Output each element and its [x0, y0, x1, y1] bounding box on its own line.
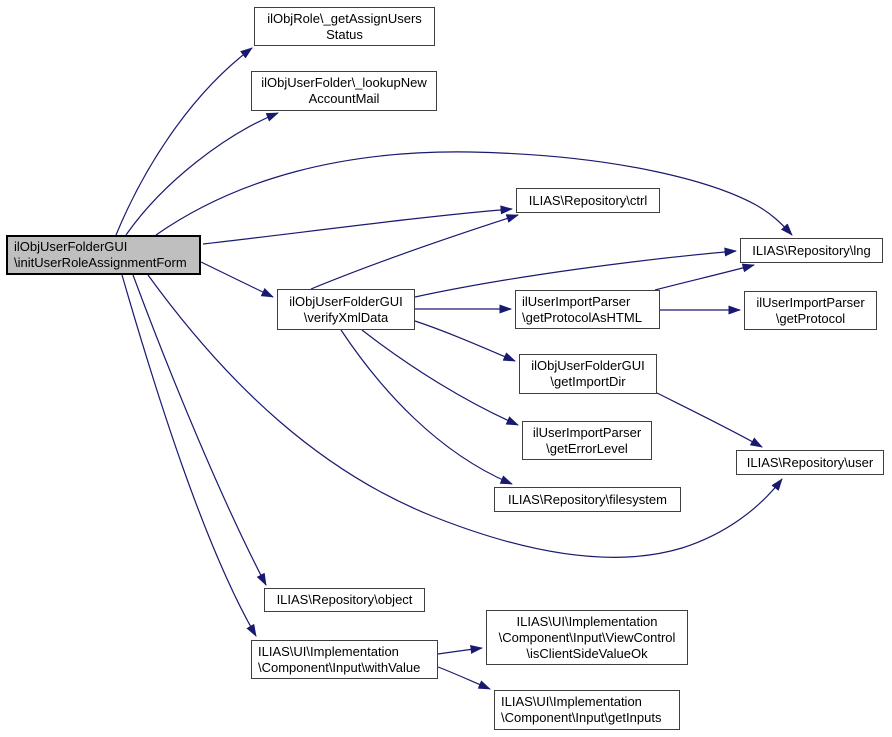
node-input-get-inputs[interactable] [494, 690, 680, 730]
node-get-error-level[interactable] [522, 421, 652, 460]
node-label-line: ILIAS\UI\Implementation [258, 643, 399, 659]
node-label-line: \initUserRoleAssignmentForm [14, 255, 187, 270]
node-verify-xml-data[interactable] [277, 289, 415, 330]
node-label-line: ILIAS\Repository\lng [752, 242, 871, 258]
node-input-with-value[interactable] [251, 640, 438, 679]
node-repository-filesystem[interactable] [494, 487, 681, 512]
node-label-line: \Component\Input\ViewControl [498, 629, 676, 645]
node-label-line: ILIAS\Repository\filesystem [508, 491, 667, 507]
node-label-line: ilUserImportParser [532, 424, 642, 440]
node-repository-object[interactable] [264, 588, 425, 612]
node-label-line: ILIAS\Repository\ctrl [528, 192, 648, 208]
node-label-line: \getErrorLevel [546, 440, 628, 456]
node-label-line: ILIAS\Repository\user [746, 454, 874, 470]
node-label-line: \getProtocolAsHTML [522, 309, 642, 325]
node-label-line: \verifyXmlData [303, 309, 389, 325]
node-label-line: \Component\Input\getInputs [501, 710, 662, 725]
node-label-line: \isClientSideValueOk [526, 645, 648, 661]
node-lookup-new-account-mail[interactable] [251, 71, 437, 111]
node-label-line: ilUserImportParser [756, 294, 865, 310]
node-repository-ctrl[interactable] [516, 188, 660, 213]
node-label-line: AccountMail [308, 91, 380, 106]
node-get-protocol[interactable] [744, 291, 877, 330]
node-label-line: ILIAS\Repository\object [276, 592, 413, 607]
node-is-client-side-value-ok[interactable] [486, 610, 688, 665]
node-label-line: ilObjUserFolderGUI [531, 358, 645, 373]
node-label-line: ILIAS\UI\Implementation [516, 613, 658, 629]
node-label-line: ilUserImportParser [522, 293, 631, 309]
node-label-line: ilObjRole\_getAssignUsers [267, 10, 422, 26]
node-label-line: \getProtocol [775, 310, 846, 326]
node-label-line: \Component\Input\withValue [258, 659, 421, 675]
node-get-protocol-as-html[interactable] [515, 290, 660, 329]
node-label-line: ilObjUserFolderGUI [289, 293, 403, 309]
node-get-assign-users-status[interactable] [254, 7, 435, 46]
node-get-import-dir[interactable] [519, 354, 657, 394]
node-label-line: \getImportDir [550, 374, 626, 389]
node-label-line: ilObjUserFolder\_lookupNew [261, 75, 427, 90]
node-label-line: Status [326, 26, 363, 42]
node-init-user-role-assignment-form [6, 235, 201, 275]
node-repository-lng[interactable] [740, 238, 883, 263]
node-label-line: ILIAS\UI\Implementation [501, 694, 642, 709]
node-label-line: ilObjUserFolderGUI [14, 239, 128, 254]
node-repository-user[interactable] [736, 450, 884, 475]
